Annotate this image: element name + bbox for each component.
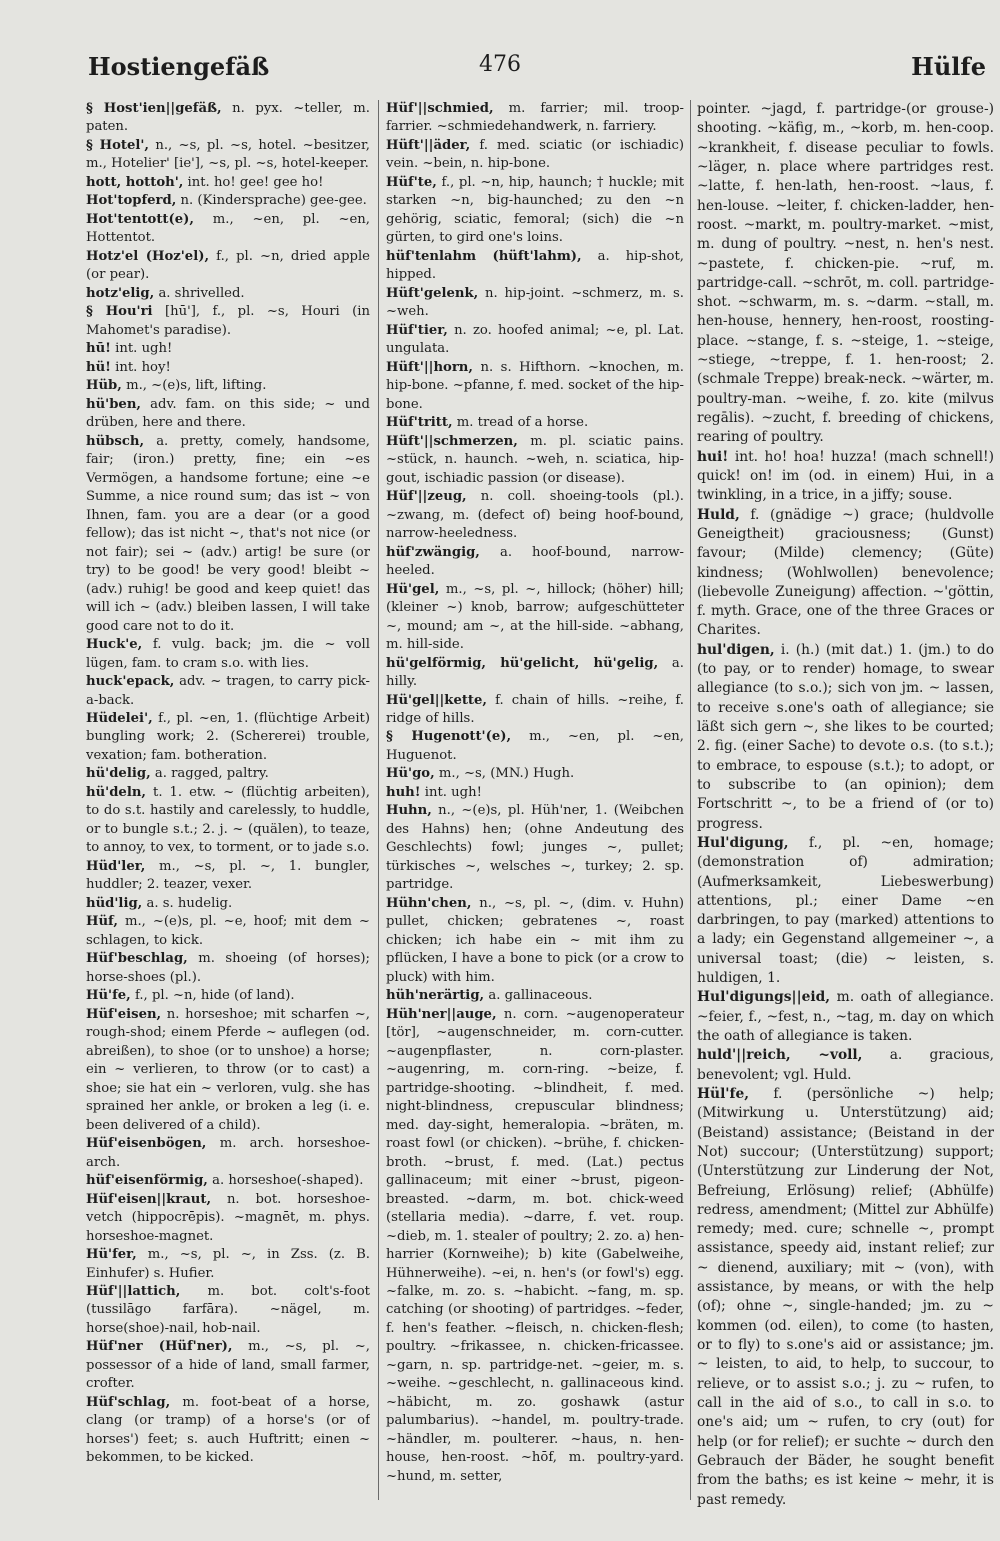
headword: hü'gelförmig, hü'gelicht, hü'gelig, — [386, 655, 659, 671]
dictionary-entry — [386, 784, 684, 802]
definition: f., pl. ~n, dried apple (or pear). — [86, 248, 370, 283]
definition: adv. ~ tragen, to carry pick-a-back. — [86, 674, 370, 708]
definition: n. zo. hoofed animal; ~e, pl. Lat. ungulata. — [386, 322, 684, 357]
definition: n. coll. shoeing-tools (pl.). ~zwang, m. (defect of) being hoof-bound, narrow-heeledness. — [386, 489, 684, 542]
definition: n. bot. horseshoe-vetch (hippocrēpis). ~magnēt, m. phys. horseshoe-magnet. — [86, 1191, 370, 1244]
headword: Hüf'schlag, — [86, 1394, 171, 1410]
headword: Huck'e, — [86, 637, 143, 653]
definition: a. s. hudelig. — [146, 895, 233, 911]
definition: int. ugh! — [424, 784, 482, 800]
dictionary-entry — [86, 987, 370, 1005]
definition: pointer. ~jagd, f. partridge-(or grouse-) shooting. ~käfig, m., ~korb, m. hen-coop. ~krankheit, f. disease peculiar to fowls. ~läger, n. place where partridges rest. ~latte, f. hen-lath, hen-roost. ~laus, f. hen-louse. ~leiter, f. chicken-ladder, hen-roost. ~markt, m. poultry-market. ~mist, m. dung of poultry. ~nest, n. hen's nest. ~pastete, f. chicken-pie. ~ruf, m. partridge-call. ~schrōt, m. coll. partridge-shot. ~schwarm, m. s. ~darm. ~stall, m. hen-house, hennery, hen-roost, roosting-place. ~stange, f. s. ~steige, 1. ~steige, ~stiege, ~treppe, f. 1. hen-roost; 2. (schmale Treppe) break-neck. ~wärter, m. poultry-man. ~weihe, f. zo. kite (milvus regālis). ~zucht, f. breeding of chickens, rearing of poultry. — [697, 101, 994, 446]
page-number: 476 — [479, 52, 521, 77]
dictionary-entry — [386, 895, 684, 987]
definition: m., ~en, pl. ~en, Hottentot. — [86, 211, 370, 246]
dictionary-entry — [386, 137, 684, 174]
dictionary-entry — [86, 174, 370, 192]
headword: hübsch, — [86, 433, 145, 449]
headword: hü'deln, — [86, 784, 147, 800]
definition: f., pl. ~en, homage; (demonstration of) admiration; (Aufmerksamkeit, Liebeswerbung) attentions, pl.; einer Dame ~en darbringen, to pay (marked) attentions to a lady; ein Gegenstand allgemeiner ~, a universal toast; (die) ~ leisten, s. huldigen, 1. — [697, 834, 994, 987]
headword: Hüft'gelenk, — [386, 285, 479, 301]
dictionary-entry — [697, 641, 994, 834]
definition: f. chain of hills. ~reihe, f. ridge of hills. — [386, 692, 684, 726]
definition: i. (h.) (mit dat.) 1. (jm.) to do (to pay, or to render) homage, to swear allegiance (to s.o.); sich von jm. ~ lassen, to receive s.one's oath of allegiance; sie läßt sich gern ~, she likes to be courted; 2. fig. (einer Sache) to devote o.s. (to s.t.); to embrace, to espouse (s.t.); to adopt, or to subscribe to (an opinion); dem Fortschritt ~, to be a friend of (or to) progress. — [697, 641, 994, 832]
headword: Hüf'ner (Hüf'ner), — [86, 1339, 233, 1355]
headword: § Hugenott'(e), — [386, 729, 512, 745]
column-1 — [86, 100, 370, 1520]
dictionary-entry — [86, 1338, 370, 1393]
definition: int. hoy! — [115, 359, 171, 375]
dictionary-entry — [86, 1283, 370, 1338]
headword: Hüdelei', — [86, 710, 153, 726]
headword: hü! — [86, 359, 111, 375]
headword: Hüf'tritt, — [386, 415, 453, 431]
headword: Hü'fer, — [86, 1247, 137, 1263]
headword: hüf'tenlahm (hüft'lahm), — [386, 248, 582, 264]
dictionary-entry — [386, 581, 684, 655]
headword: hui! — [697, 448, 729, 465]
dictionary-entry — [386, 692, 684, 729]
dictionary-entry — [386, 488, 684, 543]
dictionary-entry — [697, 506, 994, 641]
definition: n. (Kindersprache) gee-gee. — [180, 193, 367, 209]
headword: § Hotel', — [86, 137, 149, 153]
headword: Hü'gel, — [386, 581, 440, 597]
headword: Hüf'||schmied, — [386, 101, 494, 116]
definition: a. hilly. — [386, 655, 684, 690]
definition: n., ~(e)s, pl. Hüh'ner, 1. (Weibchen des Hahns) hen; (ohne Andeutung des Geschlechts) fowl; junges ~, pullet; türkisches ~, welsches ~, turkey; 2. sp. partridge. — [386, 803, 684, 893]
headword: Hul'digungs||eid, — [697, 989, 831, 1006]
headword: Hul'digung, — [697, 834, 789, 851]
headword: § Host'ien||gefäß, — [86, 101, 222, 116]
definition: m. tread of a horse. — [456, 415, 589, 431]
dictionary-entry — [697, 834, 994, 989]
dictionary-entry — [86, 100, 370, 137]
dictionary-entry — [697, 448, 994, 506]
headword: Hüf'eisen||kraut, — [86, 1191, 212, 1207]
headword: hotz'elig, — [86, 285, 155, 301]
headword: Huld, — [697, 506, 740, 523]
headword: hul'digen, — [697, 641, 775, 658]
definition: m., ~s, (MN.) Hugh. — [438, 766, 575, 782]
definition: f. (persönliche ~) help; (Mitwirkung u. Unterstützung) aid; (Beistand) assistance; (Beistand in der Not) succour; (Unterstützung) support; (Unterstützung zur Linderung der Not, Befreiung, Erlösung) relief; (Abhülfe) redress, amendment; (Mittel zur Abhülfe) remedy; med. cure; schnelle ~, prompt assistance, speedy aid, instant relief; zur ~ dienend, auxiliary; mit ~ (von), with assistance, by means, or with the help (of); ohne ~, single-handed; jm. zu ~ kommen (od. eilen), to come (to hasten, or to fly) to s.one's aid or assistance; jm. ~ leisten, to aid, to help, to succour, to relieve, or to assist s.o.; j. zu ~ rufen, to call in the aid of s.o., to call in s.o. to one's aid; um ~ rufen, to cry (out) for help (or for relief); er suchte ~ durch den Gebrauch der Bäder, he sought benefit from the baths; es ist keine ~ mehr, it is past remedy. — [697, 1085, 994, 1508]
definition: m., ~(e)s, lift, lifting. — [126, 378, 267, 394]
definition: m., ~s, pl. ~, 1. bungler, huddler; 2. teazer, vexer. — [86, 858, 370, 893]
column-rule-2 — [690, 100, 691, 1500]
dictionary-entry — [86, 765, 370, 783]
headword: Huhn, — [386, 803, 432, 819]
headword: Hotz'el (Hoz'el), — [86, 248, 210, 264]
definition: int. ugh! — [115, 341, 173, 357]
headword: hüf'eisenförmig, — [86, 1173, 208, 1189]
definition: int. ho! hoa! huzza! (mach schnell!) quick! on! im (od. in einem) Hui, in a twinkling, in a trice, in a jiffy; souse. — [697, 448, 994, 504]
dictionary-entry — [386, 174, 684, 248]
dictionary-entry — [86, 1191, 370, 1246]
dictionary-entry — [86, 359, 370, 377]
definition: a. pretty, comely, handsome, fair; (iron.) pretty, fine; ein ~es Vermögen, a handsome fortune; eine ~e Summe, a nice round sum; das ist ~ von Ihnen, fam. you are a dear (or a good fellow); das ist nicht ~, that's not nice (or not fair); sei ~ (adv.) artig! be sure (or try) to be good! be very good! bleibt ~ (adv.) ruhig! be good and keep quiet! das will ich ~ (adv.) bleiben lassen, I will take good care not to do it. — [86, 433, 370, 634]
definition: m. oath of allegiance. ~feier, f., ~fest, n., ~tag, m. day on which the oath of allegiance is taken. — [697, 989, 994, 1044]
headword: Hüb, — [86, 378, 122, 394]
dictionary-entry — [86, 673, 370, 710]
headword: Hüf'tier, — [386, 322, 448, 338]
headword: hü'delig, — [86, 766, 151, 782]
definition: f., pl. ~n, hide (of land). — [134, 988, 295, 1004]
headword: Hüf'||lattich, — [86, 1284, 181, 1299]
dictionary-entry — [386, 285, 684, 322]
headword: huck'epack, — [86, 674, 175, 690]
dictionary-entry — [86, 636, 370, 673]
headword: Hü'go, — [386, 766, 435, 782]
headword: hū! — [86, 341, 111, 357]
dictionary-entry — [386, 544, 684, 581]
definition: m., ~(e)s, pl. ~e, hoof; mit dem ~ schlagen, to kick. — [86, 914, 370, 948]
definition: a. shrivelled. — [158, 285, 245, 301]
column-rule-1 — [378, 100, 379, 1500]
definition: n. s. Hifthorn. ~knochen, m. hip-bone. ~pfanne, f. med. socket of the hip-bone. — [386, 359, 684, 412]
dictionary-entry — [86, 377, 370, 395]
definition: m. pl. sciatic pains. ~stück, n. haunch. ~weh, n. sciatica, hip-gout, ischiadic passion (or disease). — [386, 433, 684, 486]
dictionary-entry — [86, 303, 370, 340]
dictionary-entry — [386, 765, 684, 783]
dictionary-entry — [86, 1172, 370, 1190]
dictionary-entry — [386, 802, 684, 894]
column-3 — [697, 100, 994, 1520]
headword: hüd'lig, — [86, 895, 143, 911]
headword: Hüf'te, — [386, 174, 437, 190]
definition: t. 1. etw. ~ (flüchtig arbeiten), to do s.t. hastily and carelessly, to huddle, or to bungle s.t.; 2. j. ~ (quälen), to teaze, to annoy, to vex, to torment, or to jade s.o. — [86, 784, 370, 856]
dictionary-entry — [86, 433, 370, 636]
dictionary-entry — [697, 1046, 994, 1085]
dictionary-entry — [386, 655, 684, 692]
dictionary-entry — [386, 987, 684, 1005]
dictionary-entry — [86, 895, 370, 913]
headword: Hül'fe, — [697, 1085, 750, 1102]
headword: Hühn'chen, — [386, 895, 472, 911]
headword: huld'||reich, ~voll, — [697, 1047, 863, 1064]
headword: Hüft'||schmerzen, — [386, 433, 518, 449]
dictionary-entry — [86, 211, 370, 248]
definition: a. hip-shot, hipped. — [386, 248, 684, 283]
definition: m., ~en, pl. ~en, Huguenot. — [386, 729, 684, 763]
headword: Hüft'||äder, — [386, 137, 471, 153]
definition: adv. fam. on this side; ~ und drüben, here and there. — [86, 396, 370, 431]
dictionary-entry — [86, 1246, 370, 1283]
definition: m. foot-beat of a horse, clang (or tramp) of a horse's (or of horses') feet; s. auch Huftritt; einen ~ bekommen, to be kicked. — [86, 1394, 370, 1466]
definition: f., pl. ~en, 1. (flüchtige Arbeit) bungling work; 2. (Schererei) trouble, vexation; fam. botheration. — [86, 710, 370, 763]
dictionary-entry — [86, 340, 370, 358]
definition: f. vulg. back; jm. die ~ voll lügen, fam. to cram s.o. with lies. — [86, 637, 370, 671]
dictionary-entry — [86, 137, 370, 174]
definition: n. pyx. ~teller, m. paten. — [86, 101, 370, 135]
dictionary-entry — [86, 192, 370, 210]
headword: hüf'zwängig, — [386, 544, 480, 560]
dictionary-entry — [386, 322, 684, 359]
dictionary-entry — [86, 858, 370, 895]
dictionary-entry — [697, 100, 994, 448]
definition: m. farrier; mil. troop-farrier. ~schmiedehandwerk, n. farriery. — [386, 101, 684, 135]
dictionary-entry — [386, 1006, 684, 1487]
running-head-left: Hostiengefäß — [88, 52, 270, 81]
dictionary-entry — [86, 248, 370, 285]
headword: huh! — [386, 784, 421, 800]
dictionary-entry — [86, 396, 370, 433]
definition: a. ragged, paltry. — [154, 766, 269, 782]
dictionary-entry — [386, 359, 684, 414]
column-2 — [386, 100, 684, 1520]
headword: Hüf, — [86, 914, 119, 930]
definition: a. hoof-bound, narrow-heeled. — [386, 544, 684, 579]
definition: m. arch. horseshoe-arch. — [86, 1136, 370, 1170]
definition: a. horseshoe(-shaped). — [212, 1173, 364, 1189]
headword: hü'ben, — [86, 396, 142, 412]
dictionary-entry — [86, 285, 370, 303]
dictionary-entry — [386, 100, 684, 137]
definition: f. med. sciatic (or ischiadic) vein. ~bein, n. hip-bone. — [386, 137, 684, 172]
definition: m., ~s, pl. ~, in Zss. (z. B. Einhufer) s. Hufier. — [86, 1247, 370, 1281]
headword: Hüf'||zeug, — [386, 489, 467, 505]
headword: Hüf'eisenbögen, — [86, 1136, 207, 1152]
dictionary-entry — [386, 248, 684, 285]
headword: Hü'fe, — [86, 988, 131, 1004]
headword: Hot'topferd, — [86, 193, 177, 209]
running-head-right: Hülfe — [911, 52, 986, 81]
headword: Hüft'||horn, — [386, 359, 473, 375]
headword: Hü'gel||kette, — [386, 692, 487, 708]
definition: a. gallinaceous. — [488, 988, 593, 1004]
definition: [hū'], f., pl. ~s, Houri (in Mahomet's paradise). — [86, 304, 370, 338]
definition: m., ~s, pl. ~, possessor of a hide of land, small farmer, crofter. — [86, 1339, 370, 1392]
dictionary-entry — [86, 710, 370, 765]
definition: n. horseshoe; mit scharfen ~, rough-shod; einem Pferde ~ auflegen (od. abreißen), to shoe (or to unshoe) a horse; ein ~ verlieren, to throw (or to cast) a shoe; sie hat ein ~ verloren, vulg. she has sprained her ankle, or broken a leg (i. e. been delivered of a child). — [86, 1006, 370, 1133]
headword: Hot'tentott(e), — [86, 211, 194, 227]
dictionary-entry — [86, 784, 370, 858]
definition: m. bot. colt's-foot (tussilāgo farfāra). ~nägel, m. horse(shoe)-nail, hob-nail. — [86, 1284, 370, 1336]
definition: n. corn. ~augenoperateur [tör], ~augenschneider, m. corn-cutter. ~augenpflaster, n. corn-plaster. ~augenring, m. corn-ring. ~beize, f. partridge-shooting. ~blindheit, f. med. night-blindness, crepuscular blindness; med. day-sight, hemeralopia. ~bräten, m. roast fowl (or chicken). ~brühe, f. chicken-broth. ~brust, f. med. (Lat.) pectus gallinaceum; mit einer ~brust, pigeon-breasted. ~darm, m. bot. chick-weed (stellaria media). ~darre, f. vet. roup. ~dieb, m. 1. stealer of poultry; 2. zo. a) hen-harrier (Kornweihe); b) kite (Gabelweihe, Hühnerweihe). ~ei, n. hen's (or fowl's) egg. ~falke, m. zo. s. ~habicht. ~fang, m. sp. catching (or shooting) of partridges. ~feder, f. hen's feather. ~fleisch, n. chicken-flesh; poultry. ~frikassee, n. chicken-fricassee. ~garn, n. sp. partridge-net. ~geier, m. s. ~weihe. ~geschlecht, n. gallinaceous kind. ~häbicht, m. zo. goshawk (astur palumbarius). ~handel, m. poultry-trade. ~händler, m. poulterer. ~haus, n. hen-house, hen-roost. ~hōf, m. poultry-yard. ~hund, m. setter, — [386, 1006, 684, 1484]
definition: n. hip-joint. ~schmerz, m. s. ~weh. — [386, 285, 684, 320]
headword: hüh'nerärtig, — [386, 988, 485, 1004]
definition: m., ~s, pl. ~, hillock; (höher) hill; (kleiner ~) knob, barrow; aufgeschütteter ~, mound; am ~, at the hill-side. ~abhang, m. hill-side. — [386, 581, 684, 653]
headword: Hüd'ler, — [86, 858, 146, 874]
definition: f., pl. ~n, hip, haunch; † huckle; mit starken ~n, big-haunched; zu den ~n gehörig, sciatic, femoral; (sich) die ~n gürten, to gird one's loins. — [386, 174, 684, 246]
headword: Hüf'eisen, — [86, 1006, 162, 1022]
dictionary-entry — [386, 728, 684, 765]
dictionary-entry — [86, 913, 370, 950]
definition: a. gracious, benevolent; vgl. Huld. — [697, 1047, 994, 1083]
headword: hott, hottoh', — [86, 174, 184, 190]
definition: n., ~s, pl. ~s, hotel. ~besitzer, m., Hotelier' [ie'], ~s, pl. ~s, hotel-keeper. — [86, 137, 370, 172]
dictionary-entry — [697, 988, 994, 1046]
definition: m. shoeing (of horses); horse-shoes (pl.). — [86, 951, 370, 985]
headword: Hüf'beschlag, — [86, 951, 188, 967]
dictionary-entry — [386, 414, 684, 432]
definition: n., ~s, pl. ~, (dim. v. Huhn) pullet, chicken; gebratenes ~, roast chicken; ich habe ein ~ mit ihm zu pflücken, I have a bone to pick (or a crow to pluck) with him. — [386, 895, 684, 985]
dictionary-entry — [86, 1394, 370, 1468]
definition: int. ho! gee! gee ho! — [187, 174, 324, 190]
dictionary-entry — [86, 1006, 370, 1135]
dictionary-entry — [86, 1135, 370, 1172]
dictionary-entry — [697, 1085, 994, 1510]
headword: Hüh'ner||auge, — [386, 1006, 497, 1022]
dictionary-entry — [386, 433, 684, 488]
dictionary-entry — [86, 950, 370, 987]
definition: f. (gnädige ~) grace; (huldvolle Geneigtheit) graciousness; (Gunst) favour; (Milde) clemency; (Güte) kindness; (Wohlwollen) benevolence; (liebevolle Zuneigung) affection. ~'göttin, f. myth. Grace, one of the three Graces or Charites. — [697, 506, 994, 639]
headword: § Hou'ri — [86, 304, 153, 320]
